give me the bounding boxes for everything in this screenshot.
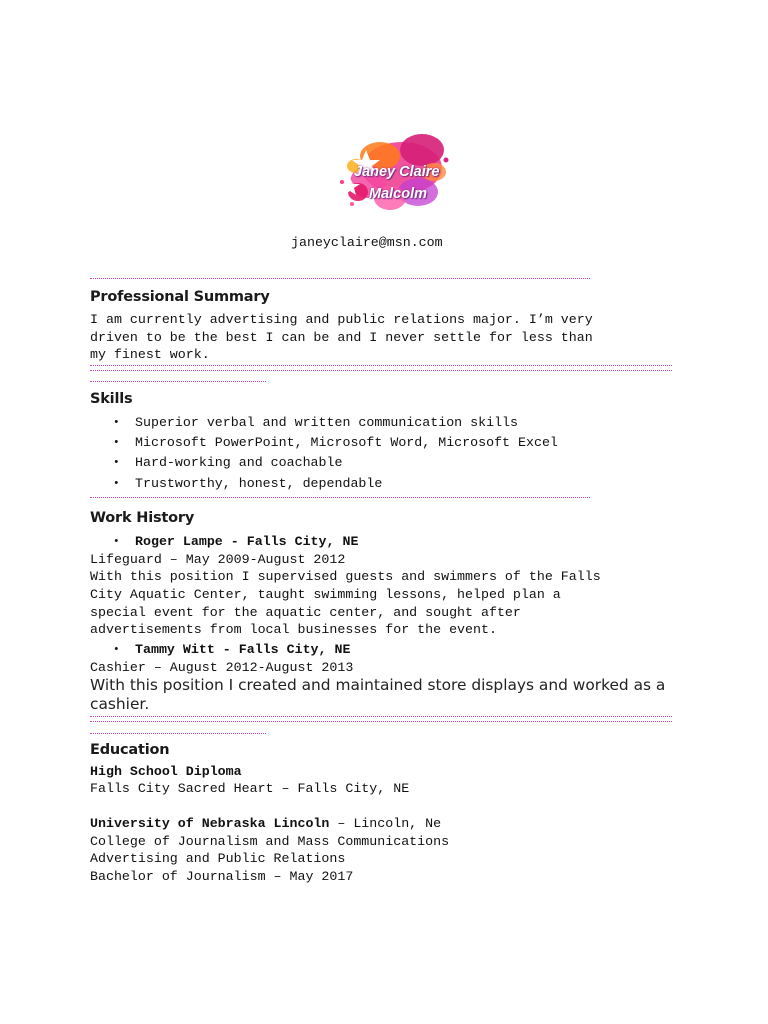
email-address: janeyclaire@msn.com	[291, 235, 443, 250]
high-school-name: Falls City Sacred Heart – Falls City, NE	[90, 781, 410, 796]
degree-name: Bachelor of Journalism – May 2017	[90, 869, 354, 884]
job-description-line: advertisements from local businesses for the event.	[90, 622, 497, 637]
summary-line: I am currently advertising and public relations major. I’m very	[90, 312, 593, 327]
education-heading: Education	[90, 742, 170, 758]
university-location: – Lincoln, Ne	[329, 816, 442, 831]
logo-name-line1: Janey Claire	[354, 164, 440, 180]
professional-summary-heading: Professional Summary	[90, 289, 270, 305]
job-description-line: cashier.	[90, 695, 150, 713]
job-description-line: City Aquatic Center, taught swimming lessons, helped plan a	[90, 587, 561, 602]
job-title: Lifeguard – May 2009-August 2012	[90, 552, 346, 567]
university-name: University of Nebraska Lincoln	[90, 816, 330, 831]
skill-item: Microsoft PowerPoint, Microsoft Word, Microsoft Excel	[135, 435, 558, 450]
name-logo	[322, 120, 456, 220]
employer-name: Tammy Witt - Falls City, NE	[135, 642, 351, 657]
college-name: College of Journalism and Mass Communications	[90, 834, 450, 849]
divider	[90, 278, 590, 279]
bullet-icon: •	[113, 457, 120, 469]
bullet-icon: •	[113, 437, 120, 449]
divider	[90, 365, 672, 366]
divider	[90, 721, 672, 722]
divider	[90, 716, 672, 717]
work-history-heading: Work History	[90, 510, 195, 526]
bullet-icon: •	[113, 536, 120, 548]
employer-name: Roger Lampe - Falls City, NE	[135, 534, 359, 549]
summary-line: my finest work.	[90, 347, 210, 362]
skill-item: Hard-working and coachable	[135, 455, 343, 470]
job-description-line: With this position I created and maintained store displays and worked as a	[90, 676, 666, 694]
divider	[90, 497, 590, 498]
job-description-line: With this position I supervised guests and swimmers of the Falls	[90, 569, 601, 584]
university-line	[90, 815, 441, 833]
bullet-icon: •	[113, 478, 120, 490]
divider	[90, 381, 266, 382]
divider	[90, 370, 672, 371]
skill-item: Superior verbal and written communication skills	[135, 415, 519, 430]
bullet-icon: •	[113, 417, 120, 429]
job-description-line: special event for the aquatic center, and sought after	[90, 605, 521, 620]
bullet-icon: •	[113, 644, 120, 656]
job-title: Cashier – August 2012-August 2013	[90, 660, 354, 675]
skill-item: Trustworthy, honest, dependable	[135, 476, 383, 491]
program-name: Advertising and Public Relations	[90, 851, 346, 866]
high-school-degree: High School Diploma	[90, 764, 242, 779]
skills-heading: Skills	[90, 391, 133, 407]
divider	[90, 733, 266, 734]
logo-name-line2: Malcolm	[369, 186, 428, 202]
summary-line: driven to be the best I can be and I never settle for less than	[90, 330, 593, 345]
